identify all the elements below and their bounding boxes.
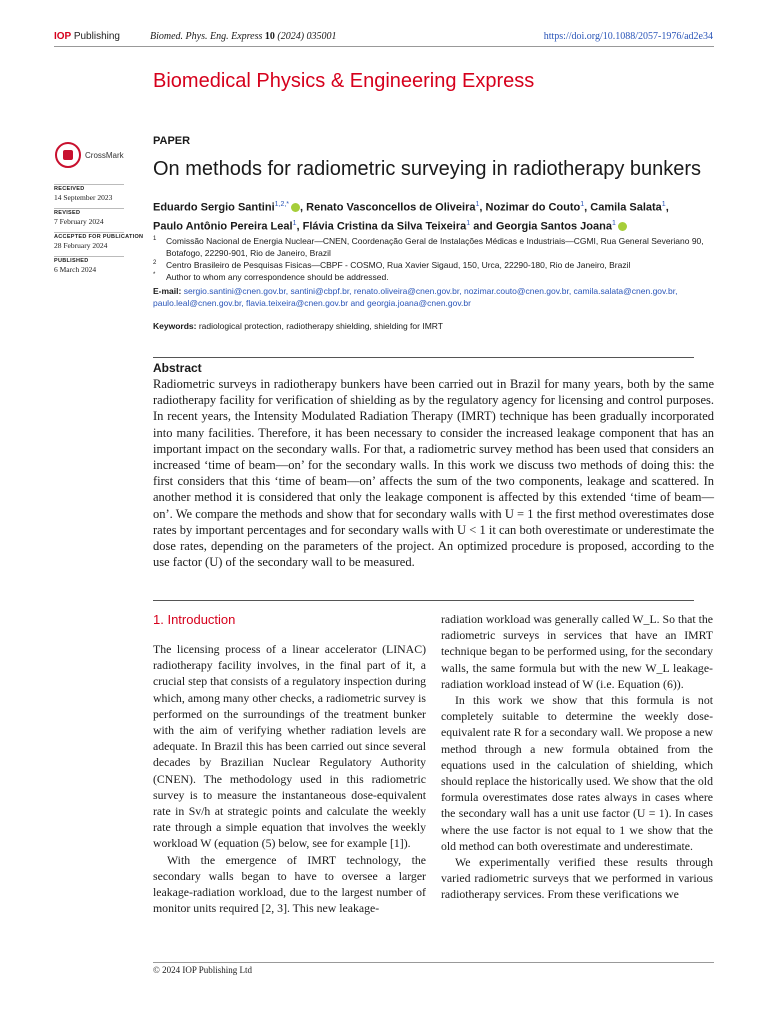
intro-paragraph-2: With the emergence of IMRT technology, the secondary walls began to have to oversee a larger leakage-radiation workload, due to the largest number of monitor units required [2, 3]. This new leakage- [153,852,426,916]
footer-divider [153,962,714,963]
affiliation-2 [153,259,713,271]
affiliation-text: Author to whom any correspondence should be addressed. [166,272,389,282]
email-block [153,285,713,309]
received-label: RECEIVED [54,186,85,192]
doi-link[interactable]: https://doi.org/10.1088/2057-1976/ad2e34 [543,31,713,42]
affiliation-ref[interactable]: 1,2,* [274,201,290,208]
revised-date: 7 February 2024 [54,217,104,226]
author-name[interactable]: Eduardo Sergio Santini [153,201,275,214]
affiliation-ref[interactable]: 1 [580,201,585,208]
sidebar-divider [54,256,124,257]
keywords-block [153,321,713,331]
keywords-label: Keywords: [153,321,197,331]
affiliation-ref[interactable]: 1 [475,201,480,208]
affiliation-number: * [153,272,156,278]
intro-paragraph-1: The licensing process of a linear accelerator (LINAC) radiotherapy facility involves, in the final part of it, a crucial step that consists of a regulatory inspection during which, among many other checks, a radiometric survey is performed on the surroundings of the treatment bunker with the aim of verifying whether radiation levels are adequate. In Brazil this has been carried out since several decades by Brazilian Nuclear Regulatory Authority (CNEN). The methodology used in this radiometric survey is to measure the instantaneous dose-equivalent rate in Sv/h at strategic points and calculate the weekly rate through a simple equation that involves the weekly workload W (equation (5) below, see for example [1]). [153,642,426,851]
article-title: On methods for radiometric surveying in radiotherapy bunkers [153,158,702,180]
journal-title[interactable]: Biomedical Physics & Engineering Express [153,70,535,92]
header-divider [54,46,714,47]
journal-ref-volume: 10 [264,31,275,42]
email-links[interactable]: sergio.santini@cnen.gov.br, santini@cbpf.br, renato.oliveira@cnen.gov.br, nozimar.couto@cnen.gov.br, camila.salata@cnen.gov.br, paulo.leal@cnen.gov.br, flavia.teixeira@cnen.gov.br and georgia.joana@cnen.gov.br [153,286,678,308]
author-name[interactable]: Paulo Antônio Pereira Leal [153,220,293,233]
author-list: Eduardo Sergio Santini$^{1,2,*}$ , Renato Vasconcellos de Oliveira$^1$, Nozimar do Couto$^1$, Camila Salata$^1$, Paulo Antônio Pereira Leal$^1$, Flávia Cristina da Silva Teixeira$^1$ and Georgia Santos Joana$^1$ [153,201,669,233]
affiliation-ref[interactable]: 1 [611,219,616,227]
journal-ref-name: Biomed. Phys. Eng. Express [150,31,263,42]
crossmark-label: CrossMark [85,150,124,160]
author-name[interactable]: , Flávia Cristina da Silva Teixeira [296,220,467,233]
abstract-bottom-rule [153,600,694,601]
published-date: 6 March 2024 [54,265,97,274]
email-label: E-mail: [153,286,182,296]
author-name[interactable]: , Nozimar do Couto [479,201,581,214]
abstract-top-rule [153,357,694,358]
author-name[interactable]: , Camila Salata [584,201,662,214]
sidebar-divider [54,184,124,185]
sidebar-divider [54,232,124,233]
affiliation-text: Centro Brasileiro de Pesquisas Fisicas—CBPF - COSMO, Rua Xavier Sigaud, 150, Urca, 22290-180, Rio de Janeiro, Brazil [166,260,631,270]
journal-reference [150,31,337,42]
affiliation-number: 2 [153,260,157,266]
correspondence-note [153,271,713,283]
section-heading-introduction: 1. Introduction [153,612,236,627]
affiliation-ref[interactable]: 1 [292,219,297,227]
affiliation-1 [153,235,713,259]
crossmark-icon [55,142,81,168]
publisher-mark: IOP [54,31,72,42]
author-name[interactable]: , Renato Vasconcellos de Oliveira [300,201,476,214]
intro-paragraph-5: We experimentally verified these results through varied radiometric surveys that we performed in various radiotherapy services. From these verifications we [441,855,713,902]
publisher-logo[interactable] [54,31,120,42]
affiliation-text: Comissão Nacional de Energia Nuclear—CNEN, Coordenação Geral de Instalações Médicas e Industriais—CGMI, Rua General Severiano 90, Botafogo, 22290-901, Rio de Janeiro, Brazil [166,236,704,258]
keywords-text: radiological protection, radiotherapy shielding, shielding for IMRT [198,321,443,331]
affiliation-ref[interactable]: 1 [661,201,666,208]
author-name[interactable]: and Georgia Santos Joana [470,220,612,233]
copyright-footer: © 2024 IOP Publishing Ltd [153,965,253,975]
accepted-date: 28 February 2024 [54,241,108,250]
publisher-name: Publishing [73,31,120,42]
column-right [441,611,713,903]
abstract-text: Radiometric surveys in radiotherapy bunkers have been carried out in Brazil for many years, both by the same radiotherapy facility for verification of shielding as by the regulatory agency for licensing and control purposes. In recent years, the Intensity Modulated Radiation Therapy (IMRT) technique has been gradually incorporated into many facilities. Therefore, it has been necessary to consider the increased leakage component that has an important impact on the secondary walls. For that, a radiometric survey method has been used that considers an increased ‘time of beam—on’ for the secondary walls. In this work we discuss two methods of doing this: the first considers that this ‘time of beam—on’ affects the sum of the two components, leakage and scattered. In another method it is considered that only the leakage component is affected by this extended ‘time of beam—on’. We compare the methods and show that for secondary walls with U = 1 the first method overestimates dose rates by important percentages and for secondary walls with U < 1 it can both overestimate or underestimate the dose rates, depending on the parameters of the project. An optimized procedure is proposed, according to the use factor (U) of the secondary wall to be measured. [153,377,714,570]
orcid-icon[interactable] [618,222,627,231]
received-date: 14 September 2023 [54,193,113,202]
abstract-heading: Abstract [153,361,202,375]
article-type: PAPER [153,135,191,147]
sidebar-divider [54,208,124,209]
published-label: PUBLISHED [54,258,89,264]
column-left [153,641,426,916]
journal-ref-year: (2024) 035001 [277,31,337,42]
intro-paragraph-3: radiation workload was generally called W_L. So that the radiometric surveys in services that have an IMRT technique began to be performed using, for the secondary walls, the same formula but with the new W_L leakage-radiation workload instead of W (i.e. Equation (6)). [441,612,714,691]
affiliation-ref[interactable]: 1 [466,219,471,227]
affiliation-number: 1 [153,236,157,242]
crossmark-badge[interactable] [55,140,127,170]
revised-label: REVISED [54,210,81,216]
intro-paragraph-4: In this work we show that this formula is not completely suitable to determine the weekly dose-equivalent rate R for a secondary wall. We propose a new method through a new formula obtained from the equations used in the calculation of shielding, which should replace the historically used. We show that the old formula overestimates dose rates always in cases where the secondary wall has a unit use factor (U = 1). In cases where the use factor is not equal to 1 we show that the old method can both overestimate and underestimate. [441,693,713,853]
orcid-icon[interactable] [291,203,300,212]
accepted-label: ACCEPTED FOR PUBLICATION [54,234,144,240]
